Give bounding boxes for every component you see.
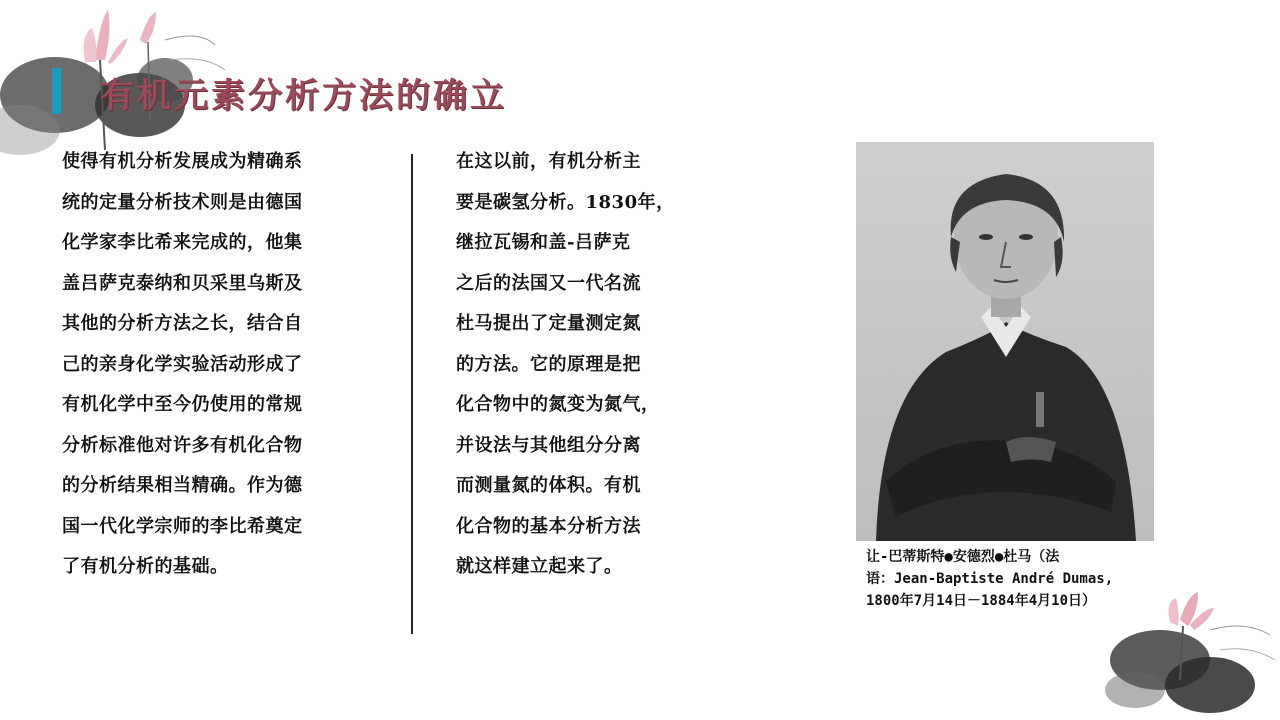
paragraph-line: 盖吕萨克泰纳和贝采里乌斯及 xyxy=(62,272,303,294)
paragraph-line: 杜马提出了定量测定氮 xyxy=(456,313,641,334)
paragraph-line: 了有机分析的基础。 xyxy=(62,556,229,577)
paragraph-line: 化学家李比希来完成的，他集 xyxy=(62,232,303,253)
paragraph-line: 之后的法国又一代名流 xyxy=(456,272,641,294)
paragraph-line: 要是碳氢分析。1830年， xyxy=(456,191,675,213)
title-accent-bar xyxy=(52,68,61,114)
paragraph-line: 的分析结果相当精确。作为德 xyxy=(62,475,303,496)
paragraph-line: 化合物的基本分析方法 xyxy=(456,515,641,537)
caption-line: 1800年7月14日－1884年4月10日） xyxy=(866,593,1097,609)
text-column-left xyxy=(62,142,380,588)
paragraph-line: 分析标准他对许多有机化合物 xyxy=(62,434,303,456)
caption-line: 让-巴蒂斯特●安德烈●杜马（法 xyxy=(866,549,1060,565)
paragraph-line: 而测量氮的体积。有机 xyxy=(456,475,641,496)
portrait-image xyxy=(856,142,1154,541)
person-portrait-icon xyxy=(856,142,1154,541)
paragraph-line: 就这样建立起来了。 xyxy=(456,556,623,577)
paragraph-line: 化合物中的氮变为氮气， xyxy=(456,394,660,415)
column-divider xyxy=(411,154,413,634)
text-column-right xyxy=(456,142,706,588)
paragraph-line: 继拉瓦锡和盖-吕萨克 xyxy=(456,232,631,253)
paragraph-line: 统的定量分析技术则是由德国 xyxy=(62,191,303,213)
paragraph-line: 有机化学中至今仍使用的常规 xyxy=(62,394,303,415)
paragraph-line: 的方法。它的原理是把 xyxy=(456,353,641,375)
paragraph-line: 己的亲身化学实验活动形成了 xyxy=(62,353,303,375)
paragraph-line: 其他的分析方法之长，结合自 xyxy=(62,313,303,334)
paragraph-line: 在这以前，有机分析主 xyxy=(456,151,641,172)
paragraph-line: 国一代化学宗师的李比希奠定 xyxy=(62,515,303,537)
page-title: 有机元素分析方法的确立 xyxy=(100,76,507,116)
paragraph-line: 使得有机分析发展成为精确系 xyxy=(62,151,303,172)
caption-line: 语：Jean-Baptiste André Dumas, xyxy=(866,571,1114,587)
paragraph-line: 并设法与其他组分分离 xyxy=(456,434,641,456)
lotus-decoration-bottom-right-icon xyxy=(1080,590,1280,720)
